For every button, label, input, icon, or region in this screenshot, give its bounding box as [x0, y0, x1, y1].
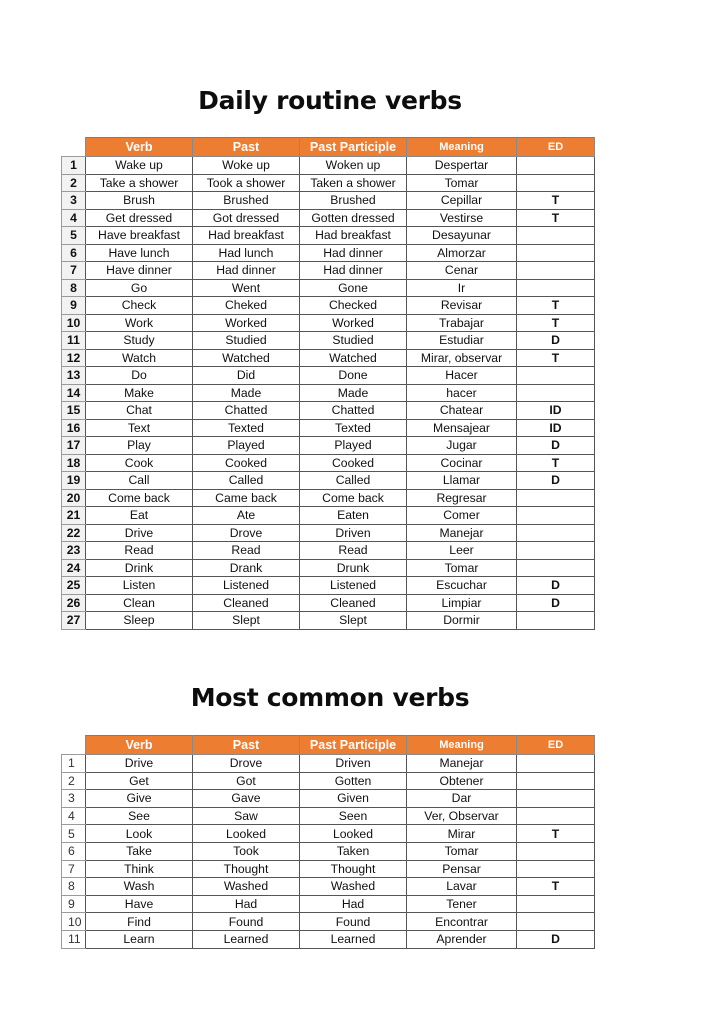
cell-meaning: Leer — [407, 542, 517, 560]
cell-meaning: Llamar — [407, 472, 517, 490]
cell-past: Slept — [193, 612, 300, 630]
cell-verb: Text — [86, 419, 193, 437]
cell-meaning: Hacer — [407, 367, 517, 385]
cell-verb: Cook — [86, 454, 193, 472]
cell-ed: D — [517, 594, 595, 612]
table-row — [62, 825, 595, 843]
cell-past-participle: Come back — [300, 489, 407, 507]
cell-ed: D — [517, 577, 595, 595]
row-index: 9 — [62, 297, 86, 315]
table-row — [62, 860, 595, 878]
cell-past: Studied — [193, 332, 300, 350]
cell-past: Cheked — [193, 297, 300, 315]
row-index: 23 — [62, 542, 86, 560]
row-index: 5 — [62, 227, 86, 245]
cell-ed — [517, 842, 595, 860]
cell-meaning: Manejar — [407, 524, 517, 542]
cell-past-participle: Drunk — [300, 559, 407, 577]
cell-past-participle: Gotten — [300, 772, 407, 790]
cell-verb: Study — [86, 332, 193, 350]
row-index: 1 — [62, 755, 86, 773]
cell-verb: Get — [86, 772, 193, 790]
cell-verb: Have dinner — [86, 262, 193, 280]
cell-past: Came back — [193, 489, 300, 507]
row-index: 14 — [62, 384, 86, 402]
cell-verb: Wake up — [86, 157, 193, 175]
table-header-row — [62, 736, 595, 755]
cell-meaning: Jugar — [407, 437, 517, 455]
cell-past-participle: Brushed — [300, 192, 407, 210]
table-row — [62, 790, 595, 808]
cell-past-participle: Thought — [300, 860, 407, 878]
row-index: 25 — [62, 577, 86, 595]
row-index: 20 — [62, 489, 86, 507]
row-index: 3 — [62, 192, 86, 210]
header-meaning: Meaning — [407, 138, 517, 157]
table-row — [62, 454, 595, 472]
cell-verb: Check — [86, 297, 193, 315]
cell-past: Looked — [193, 825, 300, 843]
cell-meaning: Ir — [407, 279, 517, 297]
cell-past-participle: Cleaned — [300, 594, 407, 612]
cell-verb: Give — [86, 790, 193, 808]
cell-past-participle: Called — [300, 472, 407, 490]
cell-ed — [517, 895, 595, 913]
cell-meaning: Tomar — [407, 842, 517, 860]
header-ed: ED — [517, 138, 595, 157]
cell-past-participle: Found — [300, 913, 407, 931]
cell-meaning: Encontrar — [407, 913, 517, 931]
cell-ed — [517, 790, 595, 808]
header-past: Past — [193, 138, 300, 157]
cell-past: Had — [193, 895, 300, 913]
cell-verb: Eat — [86, 507, 193, 525]
cell-ed — [517, 860, 595, 878]
daily-routine-verbs-table — [61, 137, 595, 630]
cell-meaning: Desayunar — [407, 227, 517, 245]
cell-ed — [517, 489, 595, 507]
table-row — [62, 524, 595, 542]
cell-ed: D — [517, 472, 595, 490]
cell-verb: Brush — [86, 192, 193, 210]
cell-past: Had dinner — [193, 262, 300, 280]
cell-meaning: Aprender — [407, 930, 517, 948]
cell-past-participle: Driven — [300, 755, 407, 773]
cell-verb: Take a shower — [86, 174, 193, 192]
table-row — [62, 402, 595, 420]
table-row — [62, 419, 595, 437]
cell-meaning: Mirar, observar — [407, 349, 517, 367]
cell-meaning: Cenar — [407, 262, 517, 280]
cell-past: Had breakfast — [193, 227, 300, 245]
cell-ed: T — [517, 192, 595, 210]
row-index: 13 — [62, 367, 86, 385]
table-row — [62, 384, 595, 402]
header-past: Past — [193, 736, 300, 755]
table-row — [62, 878, 595, 896]
row-index: 7 — [62, 860, 86, 878]
cell-meaning: Mirar — [407, 825, 517, 843]
cell-verb: Find — [86, 913, 193, 931]
cell-ed: T — [517, 297, 595, 315]
table-body — [62, 755, 595, 949]
table-row — [62, 349, 595, 367]
cell-ed — [517, 507, 595, 525]
cell-past-participle: Learned — [300, 930, 407, 948]
cell-past: Had lunch — [193, 244, 300, 262]
table-row — [62, 913, 595, 931]
row-index: 18 — [62, 454, 86, 472]
table-row — [62, 332, 595, 350]
cell-meaning: Dormir — [407, 612, 517, 630]
table-row — [62, 192, 595, 210]
table-row — [62, 772, 595, 790]
table-row — [62, 489, 595, 507]
row-index: 8 — [62, 279, 86, 297]
row-index: 26 — [62, 594, 86, 612]
cell-verb: Clean — [86, 594, 193, 612]
cell-past: Learned — [193, 930, 300, 948]
most-common-verbs-table — [61, 735, 595, 949]
cell-past: Called — [193, 472, 300, 490]
row-index: 17 — [62, 437, 86, 455]
table-row — [62, 244, 595, 262]
cell-past: Got — [193, 772, 300, 790]
cell-meaning: Limpiar — [407, 594, 517, 612]
table-row — [62, 157, 595, 175]
row-index: 2 — [62, 174, 86, 192]
cell-meaning: Regresar — [407, 489, 517, 507]
cell-past: Drove — [193, 755, 300, 773]
cell-ed — [517, 542, 595, 560]
cell-meaning: Manejar — [407, 755, 517, 773]
cell-past-participle: Looked — [300, 825, 407, 843]
cell-past-participle: Studied — [300, 332, 407, 350]
table-row — [62, 930, 595, 948]
cell-past: Took a shower — [193, 174, 300, 192]
cell-verb: Drive — [86, 755, 193, 773]
row-index: 4 — [62, 807, 86, 825]
cell-verb: Listen — [86, 577, 193, 595]
cell-past: Cleaned — [193, 594, 300, 612]
cell-ed: ID — [517, 419, 595, 437]
table-row — [62, 507, 595, 525]
cell-verb: Look — [86, 825, 193, 843]
cell-verb: Sleep — [86, 612, 193, 630]
cell-verb: Have lunch — [86, 244, 193, 262]
cell-meaning: Despertar — [407, 157, 517, 175]
cell-meaning: Tener — [407, 895, 517, 913]
cell-ed: T — [517, 349, 595, 367]
cell-past: Made — [193, 384, 300, 402]
cell-meaning: Trabajar — [407, 314, 517, 332]
cell-meaning: Tomar — [407, 559, 517, 577]
row-index: 22 — [62, 524, 86, 542]
cell-meaning: Almorzar — [407, 244, 517, 262]
row-index: 24 — [62, 559, 86, 577]
table-row — [62, 842, 595, 860]
table-row — [62, 437, 595, 455]
cell-past: Saw — [193, 807, 300, 825]
cell-verb: Call — [86, 472, 193, 490]
cell-past-participle: Done — [300, 367, 407, 385]
row-index: 3 — [62, 790, 86, 808]
row-index: 10 — [62, 913, 86, 931]
cell-meaning: Tomar — [407, 174, 517, 192]
cell-past-participle: Texted — [300, 419, 407, 437]
index-header — [62, 138, 86, 157]
cell-past: Ate — [193, 507, 300, 525]
cell-ed: T — [517, 314, 595, 332]
cell-meaning: Cepillar — [407, 192, 517, 210]
cell-past-participle: Read — [300, 542, 407, 560]
table-row — [62, 542, 595, 560]
cell-past: Cooked — [193, 454, 300, 472]
cell-past-participle: Checked — [300, 297, 407, 315]
header-past-participle: Past Participle — [300, 736, 407, 755]
cell-verb: Have breakfast — [86, 227, 193, 245]
cell-verb: Chat — [86, 402, 193, 420]
row-index: 4 — [62, 209, 86, 227]
cell-ed: T — [517, 209, 595, 227]
cell-past-participle: Listened — [300, 577, 407, 595]
table-body — [62, 157, 595, 630]
cell-ed — [517, 279, 595, 297]
cell-past: Listened — [193, 577, 300, 595]
cell-past-participle: Had dinner — [300, 262, 407, 280]
cell-verb: Take — [86, 842, 193, 860]
cell-meaning: Vestirse — [407, 209, 517, 227]
table-row — [62, 577, 595, 595]
row-index: 2 — [62, 772, 86, 790]
row-index: 11 — [62, 930, 86, 948]
cell-ed — [517, 244, 595, 262]
cell-verb: Have — [86, 895, 193, 913]
cell-ed — [517, 772, 595, 790]
cell-verb: See — [86, 807, 193, 825]
cell-verb: Drive — [86, 524, 193, 542]
index-header — [62, 736, 86, 755]
row-index: 1 — [62, 157, 86, 175]
cell-past-participle: Seen — [300, 807, 407, 825]
row-index: 27 — [62, 612, 86, 630]
header-meaning: Meaning — [407, 736, 517, 755]
cell-past-participle: Gone — [300, 279, 407, 297]
cell-verb: Watch — [86, 349, 193, 367]
row-index: 6 — [62, 842, 86, 860]
header-past-participle: Past Participle — [300, 138, 407, 157]
cell-past-participle: Worked — [300, 314, 407, 332]
cell-past: Brushed — [193, 192, 300, 210]
table-row — [62, 559, 595, 577]
cell-ed: D — [517, 437, 595, 455]
row-index: 15 — [62, 402, 86, 420]
row-index: 19 — [62, 472, 86, 490]
cell-past: Did — [193, 367, 300, 385]
row-index: 16 — [62, 419, 86, 437]
cell-past: Texted — [193, 419, 300, 437]
section-title-daily-routine: Daily routine verbs — [198, 86, 462, 115]
cell-past: Got dressed — [193, 209, 300, 227]
cell-ed — [517, 559, 595, 577]
cell-verb: Play — [86, 437, 193, 455]
cell-meaning: hacer — [407, 384, 517, 402]
cell-meaning: Mensajear — [407, 419, 517, 437]
cell-meaning: Escuchar — [407, 577, 517, 595]
cell-past-participle: Made — [300, 384, 407, 402]
table-row — [62, 895, 595, 913]
table-row — [62, 314, 595, 332]
cell-past-participle: Had dinner — [300, 244, 407, 262]
cell-past: Went — [193, 279, 300, 297]
cell-past: Watched — [193, 349, 300, 367]
cell-past: Washed — [193, 878, 300, 896]
cell-meaning: Lavar — [407, 878, 517, 896]
section-title-most-common: Most common verbs — [190, 683, 470, 712]
cell-past: Drank — [193, 559, 300, 577]
cell-meaning: Pensar — [407, 860, 517, 878]
cell-meaning: Revisar — [407, 297, 517, 315]
cell-ed: D — [517, 332, 595, 350]
row-index: 12 — [62, 349, 86, 367]
table-row — [62, 174, 595, 192]
table-row — [62, 367, 595, 385]
cell-verb: Work — [86, 314, 193, 332]
cell-past-participle: Played — [300, 437, 407, 455]
row-index: 8 — [62, 878, 86, 896]
cell-verb: Wash — [86, 878, 193, 896]
cell-ed — [517, 755, 595, 773]
cell-past-participle: Given — [300, 790, 407, 808]
cell-verb: Make — [86, 384, 193, 402]
cell-ed: ID — [517, 402, 595, 420]
cell-verb: Learn — [86, 930, 193, 948]
cell-ed — [517, 227, 595, 245]
cell-ed — [517, 807, 595, 825]
cell-past: Gave — [193, 790, 300, 808]
cell-past-participle: Eaten — [300, 507, 407, 525]
cell-verb: Think — [86, 860, 193, 878]
table-row — [62, 472, 595, 490]
cell-past: Drove — [193, 524, 300, 542]
cell-past-participle: Taken a shower — [300, 174, 407, 192]
table-row — [62, 807, 595, 825]
cell-meaning: Chatear — [407, 402, 517, 420]
cell-past-participle: Had — [300, 895, 407, 913]
cell-meaning: Dar — [407, 790, 517, 808]
cell-past-participle: Watched — [300, 349, 407, 367]
cell-verb: Read — [86, 542, 193, 560]
cell-past-participle: Cooked — [300, 454, 407, 472]
table-row — [62, 755, 595, 773]
cell-verb: Get dressed — [86, 209, 193, 227]
cell-past-participle: Driven — [300, 524, 407, 542]
cell-ed: T — [517, 878, 595, 896]
cell-past-participle: Gotten dressed — [300, 209, 407, 227]
cell-past: Played — [193, 437, 300, 455]
table-row — [62, 227, 595, 245]
cell-ed — [517, 524, 595, 542]
cell-meaning: Estudiar — [407, 332, 517, 350]
table-row — [62, 209, 595, 227]
cell-ed — [517, 367, 595, 385]
row-index: 6 — [62, 244, 86, 262]
cell-meaning: Ver, Observar — [407, 807, 517, 825]
cell-ed: T — [517, 825, 595, 843]
cell-past: Thought — [193, 860, 300, 878]
row-index: 11 — [62, 332, 86, 350]
cell-meaning: Cocinar — [407, 454, 517, 472]
cell-past: Took — [193, 842, 300, 860]
cell-ed: T — [517, 454, 595, 472]
cell-ed — [517, 157, 595, 175]
cell-past: Found — [193, 913, 300, 931]
cell-past: Woke up — [193, 157, 300, 175]
cell-past-participle: Chatted — [300, 402, 407, 420]
row-index: 7 — [62, 262, 86, 280]
cell-ed — [517, 262, 595, 280]
cell-meaning: Comer — [407, 507, 517, 525]
cell-ed — [517, 913, 595, 931]
row-index: 21 — [62, 507, 86, 525]
cell-ed — [517, 612, 595, 630]
table-row — [62, 279, 595, 297]
cell-verb: Come back — [86, 489, 193, 507]
cell-past-participle: Washed — [300, 878, 407, 896]
cell-meaning: Obtener — [407, 772, 517, 790]
cell-past-participle: Taken — [300, 842, 407, 860]
cell-verb: Drink — [86, 559, 193, 577]
header-ed: ED — [517, 736, 595, 755]
table-row — [62, 612, 595, 630]
table-header-row — [62, 138, 595, 157]
row-index: 5 — [62, 825, 86, 843]
table-row — [62, 594, 595, 612]
table-row — [62, 262, 595, 280]
row-index: 9 — [62, 895, 86, 913]
cell-ed — [517, 174, 595, 192]
cell-verb: Do — [86, 367, 193, 385]
header-verb: Verb — [86, 736, 193, 755]
cell-past-participle: Woken up — [300, 157, 407, 175]
cell-past-participle: Slept — [300, 612, 407, 630]
cell-verb: Go — [86, 279, 193, 297]
header-verb: Verb — [86, 138, 193, 157]
table-row — [62, 297, 595, 315]
cell-ed — [517, 384, 595, 402]
row-index: 10 — [62, 314, 86, 332]
cell-ed: D — [517, 930, 595, 948]
cell-past: Read — [193, 542, 300, 560]
cell-past-participle: Had breakfast — [300, 227, 407, 245]
cell-past: Worked — [193, 314, 300, 332]
cell-past: Chatted — [193, 402, 300, 420]
